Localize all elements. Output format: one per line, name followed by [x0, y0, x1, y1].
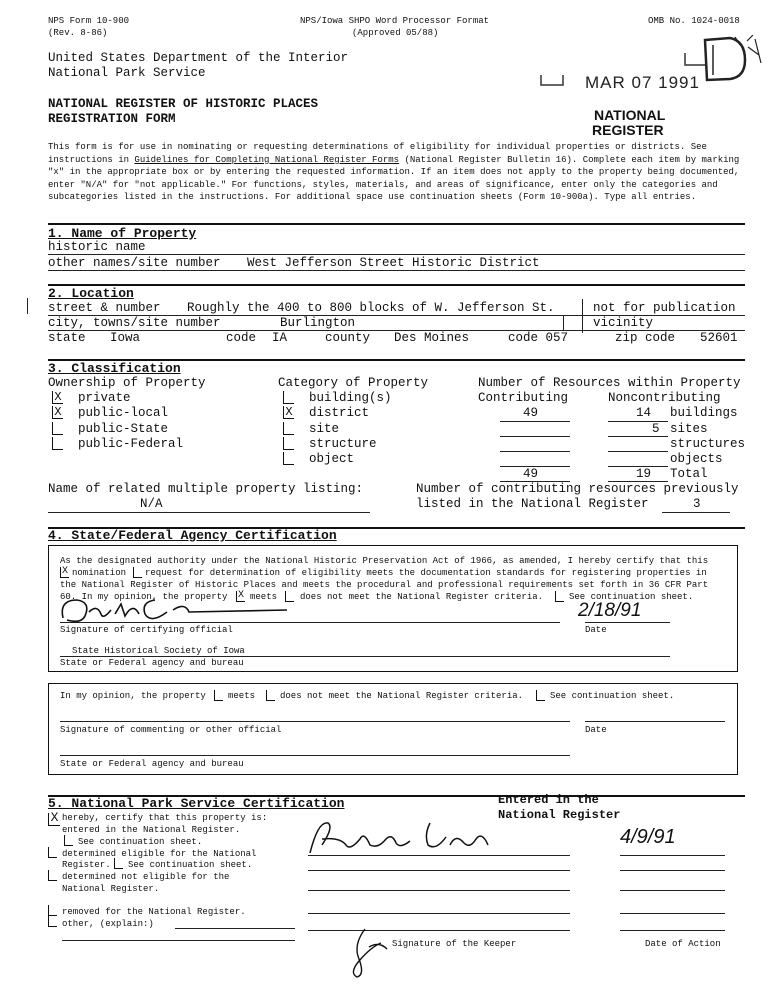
ownership-label: Ownership of Property	[48, 376, 206, 390]
certification-text-4: the National Register of Historic Places and meets the procedural and professional requirements set forth in 36 CFR Part	[60, 580, 709, 590]
section-1-heading: 1. Name of Property	[48, 226, 197, 241]
eligible-see-label: See continuation sheet.	[128, 860, 253, 870]
private-label: private	[78, 391, 131, 405]
date-of-action-label: Date of Action	[645, 939, 721, 949]
not-meets-label: does not meet the National Register criteria.	[300, 592, 544, 602]
request-checkbox[interactable]	[133, 567, 142, 578]
sites-noncontributing: 5	[652, 422, 660, 436]
section-2-heading: 2. Location	[48, 286, 134, 301]
not-eligible-label: determined not eligible for the	[62, 872, 230, 882]
department: United States Department of the Interior	[48, 51, 349, 65]
stamp-marks	[535, 35, 765, 95]
related-listing-label: Name of related multiple property listing:	[48, 482, 364, 496]
public-local-checkbox[interactable]: X	[52, 406, 63, 419]
opinion-meets-label: meets	[228, 691, 256, 701]
omb-number: OMB No. 1024-0018	[648, 16, 740, 26]
entered-stamp-line-1: Entered in the	[498, 793, 599, 807]
form-subtitle: REGISTRATION FORM	[48, 112, 176, 126]
site-checkbox[interactable]	[283, 422, 294, 435]
entered-label: entered in the National Register.	[62, 825, 241, 835]
entered-see-label: See continuation sheet.	[78, 837, 203, 847]
section-5-heading: 5. National Park Service Certification	[48, 796, 345, 811]
district-label: district	[309, 406, 370, 420]
certification-text-5: 60. In my opinion, the property	[60, 592, 228, 602]
resources-label: Number of Resources within Property	[478, 376, 741, 390]
private-checkbox[interactable]: X	[52, 391, 63, 404]
determined-eligible-checkbox[interactable]	[48, 847, 57, 858]
sites-label: sites	[670, 422, 708, 436]
determined-eligible-label-2: Register.	[62, 860, 111, 870]
form-revision: (Rev. 8-86)	[48, 28, 108, 38]
county-value: Des Moines	[394, 331, 470, 345]
other-names-value: West Jefferson Street Historic District	[247, 256, 540, 270]
approved-date: (Approved 05/88)	[352, 28, 439, 38]
certification-date-label: Date	[585, 625, 607, 635]
keeper-signature-label: Signature of the Keeper	[392, 939, 517, 949]
public-federal-label: public-Federal	[78, 437, 184, 451]
removed-label: removed for the National Register.	[62, 907, 246, 917]
entered-see-checkbox[interactable]	[64, 835, 73, 846]
buildings-label: buildings	[670, 406, 738, 420]
previously-listed-label-2: listed in the National Register	[416, 497, 649, 511]
related-listing-value: N/A	[140, 497, 163, 511]
agency-label: State or Federal agency and bureau	[60, 658, 244, 668]
site-label: site	[309, 422, 340, 436]
eligible-see-checkbox[interactable]	[114, 858, 123, 869]
city-label: city, towns/site number	[48, 316, 221, 330]
stamp-national: NATIONAL	[594, 107, 666, 123]
structure-checkbox[interactable]	[283, 437, 294, 450]
nomination-checkbox[interactable]: X	[61, 566, 68, 577]
previously-listed-label: Number of contributing resources previously	[416, 482, 739, 496]
received-stamp-date: MAR 07 1991	[585, 73, 700, 92]
service: National Park Service	[48, 66, 206, 80]
not-for-publication: not for publication	[593, 301, 736, 315]
certification-text-1: As the designated authority under the National Historic Preservation Act of 1966, as amended, I hereby certify that this	[60, 556, 709, 566]
format-line: NPS/Iowa SHPO Word Processor Format	[300, 16, 490, 26]
commenting-date-label: Date	[585, 725, 607, 735]
section-4-heading: 4. State/Federal Agency Certification	[48, 528, 337, 543]
vicinity: vicinity	[593, 316, 654, 330]
building-label: building(s)	[309, 391, 392, 405]
opinion-not-meets-label: does not meet the National Register criteria.	[280, 691, 524, 701]
public-federal-checkbox[interactable]	[52, 437, 63, 450]
zip-label: zip code	[615, 331, 676, 345]
noncontributing-header: Noncontributing	[608, 391, 721, 405]
zip-value: 52601	[700, 331, 738, 345]
other-label: other, (explain:)	[62, 919, 154, 929]
keeper-date-value: 4/9/91	[620, 826, 676, 848]
other-checkbox[interactable]	[48, 916, 57, 927]
removed-checkbox[interactable]	[48, 905, 57, 916]
buildings-noncontributing: 14	[636, 406, 652, 420]
opinion-meets-checkbox[interactable]	[214, 690, 223, 701]
structure-label: structure	[309, 437, 377, 451]
meets-label: meets	[250, 592, 278, 602]
certification-text-3: request for determination of eligibility meets the documentation standards for registering properties in	[145, 568, 707, 578]
form-number: NPS Form 10-900	[48, 16, 130, 26]
keeper-signature	[300, 815, 520, 860]
agency-label-2: State or Federal agency and bureau	[60, 759, 244, 769]
street-value: Roughly the 400 to 800 blocks of W. Jefferson St.	[187, 301, 555, 315]
certifying-signature	[55, 590, 295, 630]
objects-label: objects	[670, 452, 723, 466]
object-checkbox[interactable]	[283, 452, 294, 465]
structures-label: structures	[670, 437, 746, 451]
certify-text: hereby, certify that this property is:	[62, 813, 268, 823]
section-3-heading: 3. Classification	[48, 361, 181, 376]
certification-date-value: 2/18/91	[578, 600, 642, 621]
building-checkbox[interactable]	[283, 391, 294, 404]
district-checkbox[interactable]: X	[283, 406, 294, 419]
previously-listed-value: 3	[693, 497, 701, 511]
see-continuation-checkbox[interactable]	[555, 591, 564, 602]
stamp-register: REGISTER	[592, 122, 664, 138]
city-value: Burlington	[280, 316, 356, 330]
public-state-label: public-State	[78, 422, 169, 436]
instructions: This form is for use in nominating or requesting determinations of eligibility for individual properties or districts. See instructions in Guidelines for Completing National Register Forms (National Register Bulletin 16). Complete each item by marking "x" in the appropriate box or by entering the requested information. If an item does not apply to the property being documented, enter "N/A" for "not applicable." For functions, styles, materials, and areas of significance, enter only the categories and subcategories listed in the instructions. For additional space use continuation sheets (Form 10-900a). Type all entries.	[48, 142, 740, 202]
historic-name-label: historic name	[48, 240, 146, 254]
determined-eligible-label: determined eligible for the National	[62, 849, 257, 859]
total-label: Total	[670, 467, 708, 481]
agency-value: State Historical Society of Iowa	[72, 646, 245, 656]
contributing-header: Contributing	[478, 391, 569, 405]
other-names-label: other names/site number	[48, 256, 221, 270]
opinion-text: In my opinion, the property	[60, 691, 206, 701]
opinion-see-checkbox[interactable]	[536, 690, 545, 701]
commenting-official-label: Signature of commenting or other official	[60, 725, 282, 735]
opinion-not-meets-checkbox[interactable]	[266, 690, 275, 701]
form-title: NATIONAL REGISTER OF HISTORIC PLACES	[48, 97, 319, 111]
keeper-initials	[345, 925, 395, 980]
not-eligible-label-2: National Register.	[62, 884, 160, 894]
nomination-label: nomination	[72, 568, 127, 578]
buildings-contributing: 49	[523, 406, 539, 420]
county-code: code 057	[508, 331, 569, 345]
state-value: Iowa	[110, 331, 141, 345]
total-contributing: 49	[523, 467, 539, 481]
certifying-official-label: Signature of certifying official	[60, 625, 233, 635]
total-noncontributing: 19	[636, 467, 652, 481]
entered-stamp-line-2: National Register	[498, 808, 621, 822]
state-code-value: IA	[272, 331, 288, 345]
public-state-checkbox[interactable]	[52, 422, 63, 435]
object-label: object	[309, 452, 355, 466]
opinion-see-label: See continuation sheet.	[550, 691, 675, 701]
meets-checkbox[interactable]: X	[237, 590, 244, 601]
county-label: county	[325, 331, 371, 345]
category-label: Category of Property	[278, 376, 429, 390]
state-label: state	[48, 331, 86, 345]
see-continuation-label: See continuation sheet.	[569, 592, 694, 602]
street-label: street & number	[48, 301, 161, 315]
public-local-label: public-local	[78, 406, 169, 420]
state-code-label: code	[226, 331, 257, 345]
not-eligible-checkbox[interactable]	[48, 870, 57, 881]
entered-checkbox[interactable]: X	[48, 813, 60, 826]
